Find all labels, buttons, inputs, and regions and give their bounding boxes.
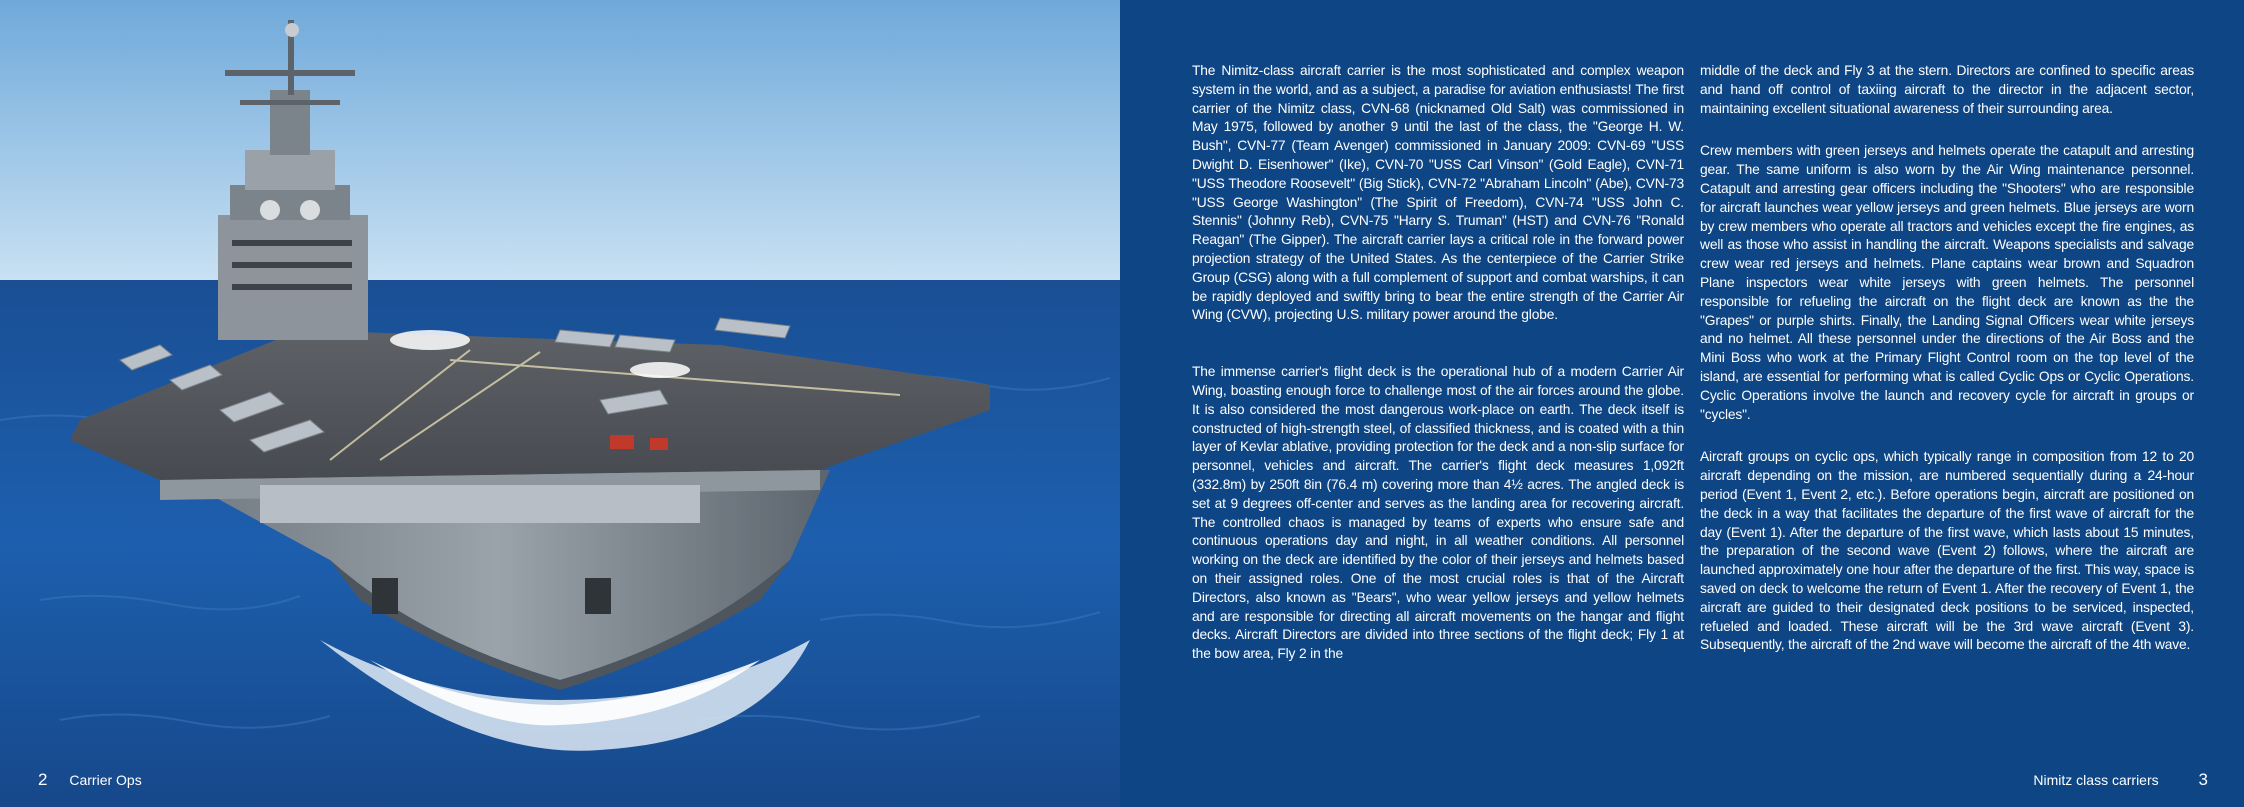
left-folio	[38, 770, 142, 790]
left-page-photo	[0, 0, 1120, 807]
paragraph: Crew members with green jerseys and helmets operate the catapult and arresting gear. The same uniform is also worn by the Air Wing maintenance personnel. Catapult and arresting gear officers including the "Shooters" who are responsible for aircraft launches wear yellow jerseys and green helmets. Blue jerseys are worn by crew members who operate all tractors and vehicles except the fire engines, as well as those who assist in handling the aircraft. Weapons specialists and salvage crew wear red jerseys and helmets. Plane captains wear brown and Squadron Plane inspectors wear white jerseys with green helmets. The personnel responsible for refueling the aircraft on the flight deck are known as the the "Grapes" or purple shirts. Finally, the Landing Signal Officers wear white jerseys and no helmet. All these personnel under the directions of the Air Boss and the Mini Boss who work at the Primary Flight Control room on the top level of the island, are essential for performing what is called Cyclic Ops or Cyclic Operations. Cyclic Operations involve the launch and recovery cycle for aircraft in groups or "cycles".	[1700, 143, 2194, 422]
paragraph: Aircraft groups on cyclic ops, which typically range in composition from 12 to 20 aircraft depending on the mission, are numbered sequentially during a 24-hour period (Event 1, Event 2, etc.). Before operations begin, aircraft are positioned on the deck in a way that facilitates the departure of the first wave of aircraft for the day (Event 1). After the departure of the first wave, which lasts about 15 minutes, the preparation of the second wave (Event 2) follows, where the aircraft are launched approximately one hour after the departure of the first. This way, space is saved on deck to welcome the return of Event 1. After the recovery of Event 1, the aircraft are guided to their designated deck positions to be serviced, inspected, refueled and loaded. These aircraft will be the 3rd wave aircraft (Event 3). Subsequently, the aircraft of the 2nd wave will become the aircraft of the 4th wave.	[1700, 449, 2194, 653]
text-column-2	[1700, 62, 2194, 655]
right-folio	[2033, 770, 2208, 790]
paragraph: The Nimitz-class aircraft carrier is the most sophisticated and complex weapon system in the world, and as a subject, a paradise for aviation enthusiasts! The first carrier of the Nimitz class, CVN-68 (nicknamed Old Salt) was commissioned in May 1975, followed by another 9 until the last of the class, the "George H. W. Bush", CVN-77 (Team Avenger) commissioned in January 2009: CVN-69 "USS Dwight D. Eisenhower" (Ike), CVN-70 "USS Carl Vinson" (Gold Eagle), CVN-71 "USS Theodore Roosevelt" (Big Stick), CVN-72 "Abraham Lincoln" (Abe), CVN-73 "USS George Washington" (The Spirit of Freedom), CVN-74 "USS John C. Stennis" (Johnny Reb), CVN-75 "Harry S. Truman" (HST) and CVN-76 "Ronald Reagan" (The Gipper). The aircraft carrier lays a critical role in the forward power projection strategy of the United States. As the centerpiece of the Carrier Strike Group (CSG) along with a full complement of support and combat warships, it can be rapidly deployed and swiftly bring to bear the entire strength of the Carrier Air Wing (CVW), projecting U.S. military power around the globe.	[1192, 63, 1684, 323]
left-page-number: 2	[38, 770, 48, 789]
right-page	[1120, 0, 2244, 807]
paragraph: The immense carrier's flight deck is the operational hub of a modern Carrier Air Wing, boasting enough force to challenge most of the air forces around the globe. It is also considered the most dangerous work-place on earth. The deck itself is constructed of high-strength steel, of classified thickness, and is coated with a thin layer of Kevlar ablative, providing protection for the deck and a non-slip surface for personnel, vehicles and aircraft. The carrier's flight deck measures 1,092ft (332.8m) by 250ft 8in (76.4 m) covering more than 4½ acres. The angled deck is set at 9 degrees off-center and serves as the landing area for recovering aircraft. The controlled chaos is managed by teams of experts who ensure safe and continuous operations day and night, in all weather conditions. All personnel working on the deck are identified by the color of their jerseys and helmets based on their assigned roles. One of the most crucial roles is that of the Aircraft Directors, also known as "Bears", who wear yellow jerseys and yellow helmets and are responsible for directing all aircraft movements on the hangar and flight decks. Aircraft Directors are divided into three sections of the flight deck; Fly 1 at the bow area, Fly 2 in the	[1192, 364, 1684, 662]
right-page-number: 3	[2198, 770, 2208, 789]
paragraph: middle of the deck and Fly 3 at the stern. Directors are confined to specific areas and hand off control of taxiing aircraft to the director in the adjacent sector, maintaining excellent situational awareness of their surrounding area.	[1700, 63, 2194, 116]
text-column-1	[1192, 62, 1684, 664]
left-section-label: Carrier Ops	[69, 772, 142, 788]
carrier-photo	[0, 0, 1120, 807]
running-title: Nimitz class carriers	[2033, 772, 2159, 788]
